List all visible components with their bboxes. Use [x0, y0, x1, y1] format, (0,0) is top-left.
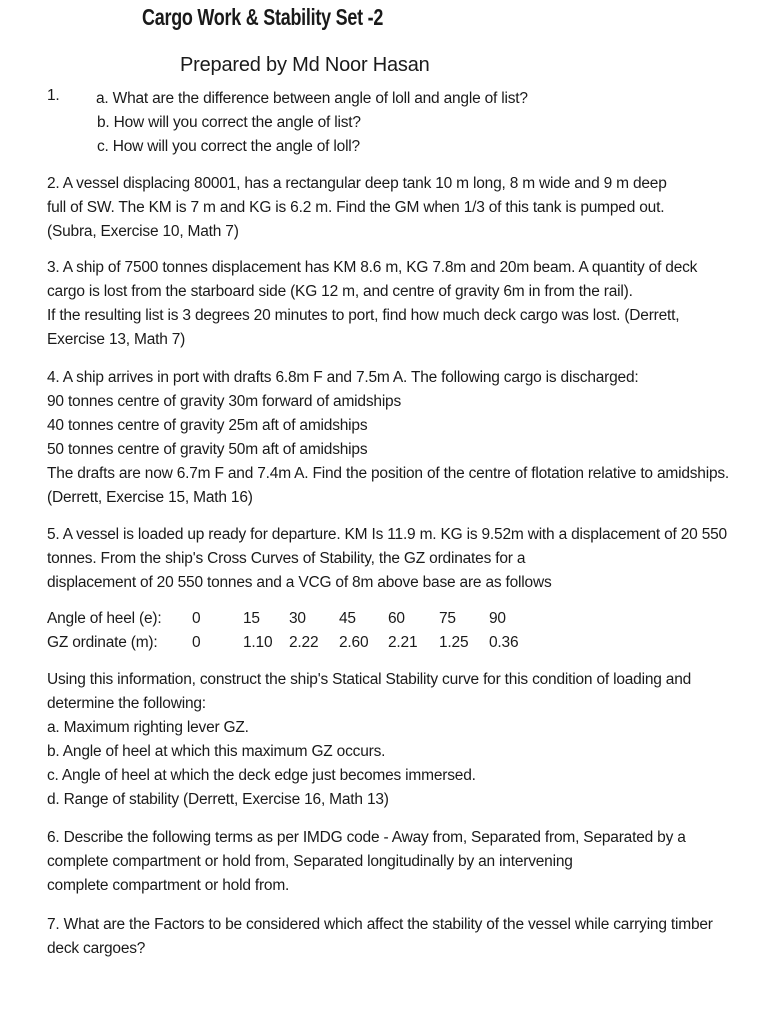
question-5	[47, 523, 737, 595]
document-subtitle: Prepared by Md Noor Hasan	[180, 54, 430, 76]
paragraph-line: tonnes. From the ship's Cross Curves of Stability, the GZ ordinates for a	[47, 550, 526, 567]
question-7	[47, 913, 737, 961]
gz-table	[47, 607, 737, 655]
paragraph-line: complete compartment or hold from, Separated longitudinally by an intervening	[47, 853, 573, 870]
paragraph-line: If the resulting list is 3 degrees 20 minutes to port, find how much deck cargo was lost. (Derrett,	[47, 307, 680, 324]
paragraph-line: complete compartment or hold from.	[47, 877, 290, 894]
gz-value: 2.60	[339, 634, 369, 651]
paragraph-line: Exercise 13, Math 7)	[47, 331, 186, 348]
paragraph-line: 4. A ship arrives in port with drafts 6.8m F and 7.5m A. The following cargo is discharged:	[47, 369, 639, 386]
question-1	[47, 87, 737, 159]
paragraph-line: deck cargoes?	[47, 940, 146, 957]
paragraph-line: 90 tonnes centre of gravity 30m forward of amidships	[47, 393, 402, 410]
gz-value: 0	[192, 634, 201, 651]
question-1a: a. What are the difference between angle of loll and angle of list?	[96, 90, 528, 107]
heel-value: 75	[439, 610, 456, 627]
gz-label: GZ ordinate (m):	[47, 634, 158, 651]
paragraph-line: 50 tonnes centre of gravity 50m aft of amidships	[47, 441, 368, 458]
paragraph-line: Using this information, construct the ship's Statical Stability curve for this condition of loading and	[47, 671, 692, 688]
question-3	[47, 256, 737, 352]
gz-value: 1.25	[439, 634, 469, 651]
question-1c: c. How will you correct the angle of loll?	[97, 138, 360, 155]
paragraph-line: d. Range of stability (Derrett, Exercise 16, Math 13)	[47, 791, 389, 808]
paragraph-line: full of SW. The KM is 7 m and KG is 6.2 m. Find the GM when 1/3 of this tank is pumped out.	[47, 199, 665, 216]
gz-value: 2.21	[388, 634, 418, 651]
heel-value: 60	[388, 610, 405, 627]
heel-row	[47, 607, 737, 631]
question-1-number: 1.	[47, 87, 60, 104]
paragraph-line: (Subra, Exercise 10, Math 7)	[47, 223, 239, 240]
gz-row	[47, 631, 737, 655]
gz-value: 2.22	[289, 634, 319, 651]
paragraph-line: 7. What are the Factors to be considered which affect the stability of the vessel while carrying timber	[47, 916, 713, 933]
question-4	[47, 366, 737, 510]
question-2	[47, 172, 737, 244]
paragraph-line: 2. A vessel displacing 80001, has a rectangular deep tank 10 m long, 8 m wide and 9 m deep	[47, 175, 667, 192]
paragraph-line: 5. A vessel is loaded up ready for departure. KM Is 11.9 m. KG is 9.52m with a displacement of 20 550	[47, 526, 727, 543]
heel-value: 90	[489, 610, 506, 627]
paragraph-line: b. Angle of heel at which this maximum GZ occurs.	[47, 743, 386, 760]
question-6	[47, 826, 737, 898]
paragraph-line: The drafts are now 6.7m F and 7.4m A. Find the position of the centre of flotation relative to amidships.	[47, 465, 730, 482]
question-1b: b. How will you correct the angle of list?	[97, 114, 361, 131]
heel-value: 15	[243, 610, 260, 627]
heel-value: 30	[289, 610, 306, 627]
paragraph-line: c. Angle of heel at which the deck edge just becomes immersed.	[47, 767, 476, 784]
paragraph-line: 40 tonnes centre of gravity 25m aft of amidships	[47, 417, 368, 434]
question-5-tasks	[47, 668, 737, 812]
paragraph-line: cargo is lost from the starboard side (KG 12 m, and centre of gravity 6m in from the rail).	[47, 283, 633, 300]
paragraph-line: (Derrett, Exercise 15, Math 16)	[47, 489, 253, 506]
heel-value: 45	[339, 610, 356, 627]
paragraph-line: 6. Describe the following terms as per IMDG code - Away from, Separated from, Separated by a	[47, 829, 686, 846]
document-title: Cargo Work & Stability Set -2	[142, 4, 384, 30]
paragraph-line: determine the following:	[47, 695, 206, 712]
paragraph-line: 3. A ship of 7500 tonnes displacement has KM 8.6 m, KG 7.8m and 20m beam. A quantity of deck	[47, 259, 698, 276]
paragraph-line: a. Maximum righting lever GZ.	[47, 719, 249, 736]
gz-value: 1.10	[243, 634, 273, 651]
heel-label: Angle of heel (e):	[47, 610, 162, 627]
heel-value: 0	[192, 610, 201, 627]
paragraph-line: displacement of 20 550 tonnes and a VCG of 8m above base are as follows	[47, 574, 552, 591]
gz-value: 0.36	[489, 634, 519, 651]
